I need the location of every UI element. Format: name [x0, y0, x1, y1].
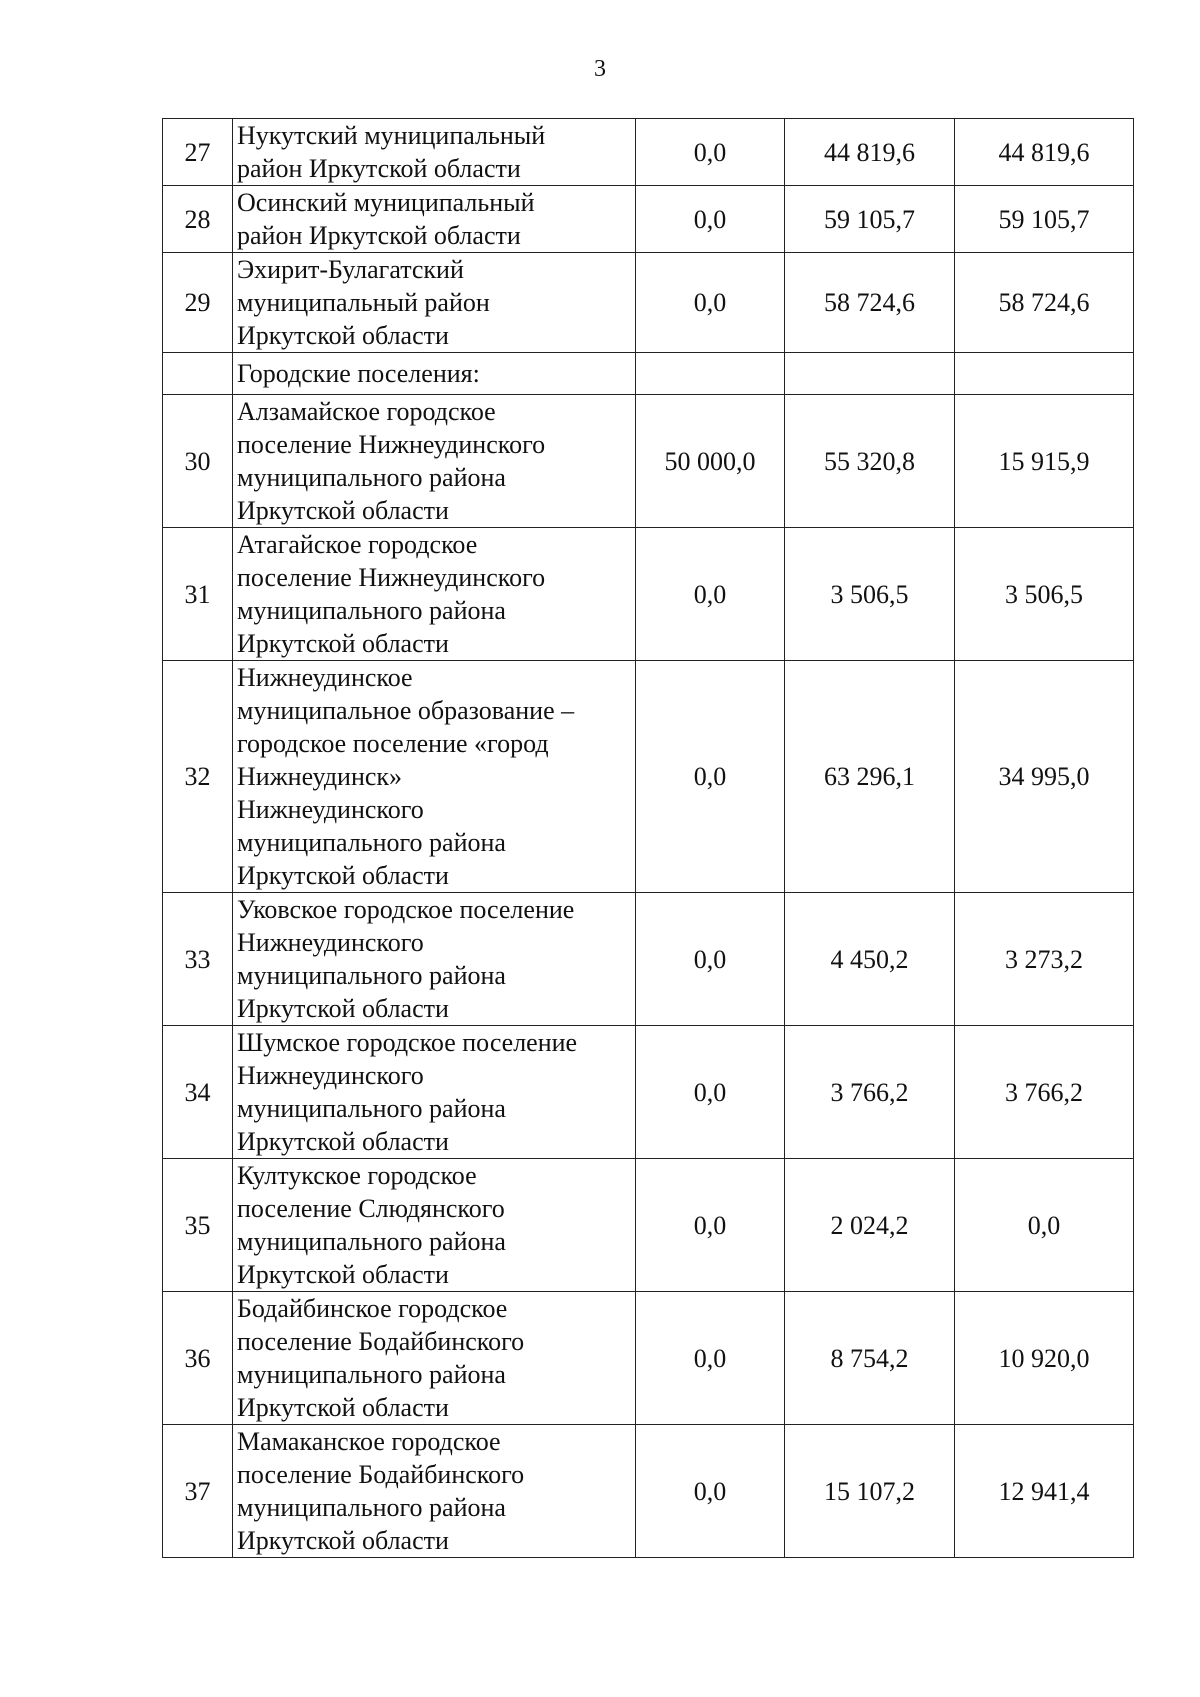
municipality-name-line: поселение Бодайбинского — [237, 1327, 525, 1356]
municipality-name — [233, 1292, 636, 1425]
municipality-name — [233, 119, 636, 186]
value-col-2: 59 105,7 — [785, 186, 955, 253]
value-col-3: 3 766,2 — [955, 1026, 1134, 1159]
municipality-name-line: муниципального района — [237, 1360, 506, 1389]
value-col-2 — [785, 353, 955, 395]
row-number — [163, 353, 233, 395]
municipality-name-line: Городские поселения: — [237, 359, 480, 388]
municipality-name-line: Осинский муниципальный — [237, 188, 535, 217]
value-col-3: 10 920,0 — [955, 1292, 1134, 1425]
municipality-name — [233, 1026, 636, 1159]
table-row — [163, 528, 1134, 661]
table-row — [163, 353, 1134, 395]
municipality-name-line: Иркутской области — [237, 994, 449, 1023]
row-number: 27 — [163, 119, 233, 186]
municipality-name-line: Иркутской области — [237, 1260, 449, 1289]
table-row — [163, 1292, 1134, 1425]
row-number: 33 — [163, 893, 233, 1026]
page-number: 3 — [594, 56, 606, 82]
municipality-name — [233, 1159, 636, 1292]
municipality-name-line: Шумское городское поселение — [237, 1028, 578, 1057]
value-col-3: 12 941,4 — [955, 1425, 1134, 1558]
value-col-1: 0,0 — [636, 1292, 785, 1425]
municipality-name-line: муниципального района — [237, 1227, 506, 1256]
municipality-name-line: Нижнеудинского — [237, 795, 424, 824]
row-number: 29 — [163, 253, 233, 353]
row-number: 35 — [163, 1159, 233, 1292]
row-number: 32 — [163, 661, 233, 893]
value-col-2: 8 754,2 — [785, 1292, 955, 1425]
table-row — [163, 1026, 1134, 1159]
municipality-name — [233, 186, 636, 253]
municipality-name-line: Мамаканское городское — [237, 1427, 501, 1456]
municipality-name-line: муниципального района — [237, 961, 506, 990]
municipality-name-line: муниципального района — [237, 1493, 506, 1522]
municipality-name — [233, 528, 636, 661]
value-col-1: 0,0 — [636, 893, 785, 1026]
value-col-3 — [955, 353, 1134, 395]
value-col-3: 58 724,6 — [955, 253, 1134, 353]
municipality-name-line: поселение Бодайбинского — [237, 1460, 525, 1489]
row-number: 37 — [163, 1425, 233, 1558]
value-col-3: 3 273,2 — [955, 893, 1134, 1026]
municipality-name-line: поселение Нижнеудинского — [237, 563, 546, 592]
municipality-name-line: муниципальное образование – — [237, 696, 575, 725]
municipality-name-line: Иркутской области — [237, 1393, 449, 1422]
value-col-1: 0,0 — [636, 1425, 785, 1558]
municipality-name-line: муниципального района — [237, 1094, 506, 1123]
value-col-1 — [636, 353, 785, 395]
municipality-name-line: Култукское городское — [237, 1161, 477, 1190]
municipality-name-line: Иркутской области — [237, 321, 449, 350]
municipality-name — [233, 395, 636, 528]
value-col-2: 15 107,2 — [785, 1425, 955, 1558]
municipality-name-line: муниципальный район — [237, 288, 490, 317]
municipality-name-line: Эхирит-Булагатский — [237, 255, 464, 284]
municipality-name — [233, 661, 636, 893]
value-col-1: 0,0 — [636, 1159, 785, 1292]
table-row — [163, 661, 1134, 893]
municipality-name-line: Алзамайское городское — [237, 397, 496, 426]
municipality-name — [233, 1425, 636, 1558]
municipality-name-line: Иркутской области — [237, 496, 449, 525]
value-col-2: 44 819,6 — [785, 119, 955, 186]
value-col-1: 0,0 — [636, 119, 785, 186]
table-row — [163, 119, 1134, 186]
value-col-1: 0,0 — [636, 253, 785, 353]
municipality-name — [233, 893, 636, 1026]
table-body — [163, 119, 1134, 1558]
value-col-2: 2 024,2 — [785, 1159, 955, 1292]
municipality-name-line: Атагайское городское — [237, 530, 478, 559]
row-number: 28 — [163, 186, 233, 253]
municipality-name-line: муниципального района — [237, 828, 506, 857]
value-col-2: 58 724,6 — [785, 253, 955, 353]
value-col-3: 3 506,5 — [955, 528, 1134, 661]
value-col-3: 44 819,6 — [955, 119, 1134, 186]
value-col-3: 34 995,0 — [955, 661, 1134, 893]
municipality-name-line: Нижнеудинского — [237, 1061, 424, 1090]
table-row — [163, 1425, 1134, 1558]
value-col-1: 0,0 — [636, 528, 785, 661]
row-number: 31 — [163, 528, 233, 661]
value-col-2: 3 766,2 — [785, 1026, 955, 1159]
municipality-name-line: Нукутский муниципальный — [237, 121, 546, 150]
municipality-name-line: Нижнеудинское — [237, 663, 413, 692]
municipality-name-line: городское поселение «город — [237, 729, 549, 758]
municipality-name — [233, 253, 636, 353]
municipality-name-line: Уковское городское поселение — [237, 895, 575, 924]
value-col-3: 59 105,7 — [955, 186, 1134, 253]
municipality-name-line: Иркутской области — [237, 861, 449, 890]
value-col-2: 63 296,1 — [785, 661, 955, 893]
value-col-2: 55 320,8 — [785, 395, 955, 528]
table-row — [163, 395, 1134, 528]
row-number: 30 — [163, 395, 233, 528]
municipality-name-line: Нижнеудинск» — [237, 762, 403, 791]
municipality-name-line: поселение Нижнеудинского — [237, 430, 546, 459]
municipality-name-line: Иркутской области — [237, 629, 449, 658]
municipality-name-line: поселение Слюдянского — [237, 1194, 505, 1223]
municipality-name-line: район Иркутской области — [237, 154, 521, 183]
table-row — [163, 253, 1134, 353]
municipality-name — [233, 353, 636, 395]
municipality-name-line: Нижнеудинского — [237, 928, 424, 957]
row-number: 34 — [163, 1026, 233, 1159]
value-col-1: 0,0 — [636, 1026, 785, 1159]
value-col-3: 0,0 — [955, 1159, 1134, 1292]
value-col-1: 0,0 — [636, 661, 785, 893]
municipality-name-line: Иркутской области — [237, 1127, 449, 1156]
municipality-name-line: Иркутской области — [237, 1526, 449, 1555]
row-number: 36 — [163, 1292, 233, 1425]
municipality-name-line: муниципального района — [237, 463, 506, 492]
value-col-1: 0,0 — [636, 186, 785, 253]
value-col-1: 50 000,0 — [636, 395, 785, 528]
municipality-name-line: Бодайбинское городское — [237, 1294, 508, 1323]
table-row — [163, 893, 1134, 1026]
value-col-2: 3 506,5 — [785, 528, 955, 661]
municipality-name-line: муниципального района — [237, 596, 506, 625]
municipality-name-line: район Иркутской области — [237, 221, 521, 250]
value-col-2: 4 450,2 — [785, 893, 955, 1026]
table-row — [163, 186, 1134, 253]
budget-table — [162, 118, 1134, 1558]
table-row — [163, 1159, 1134, 1292]
value-col-3: 15 915,9 — [955, 395, 1134, 528]
